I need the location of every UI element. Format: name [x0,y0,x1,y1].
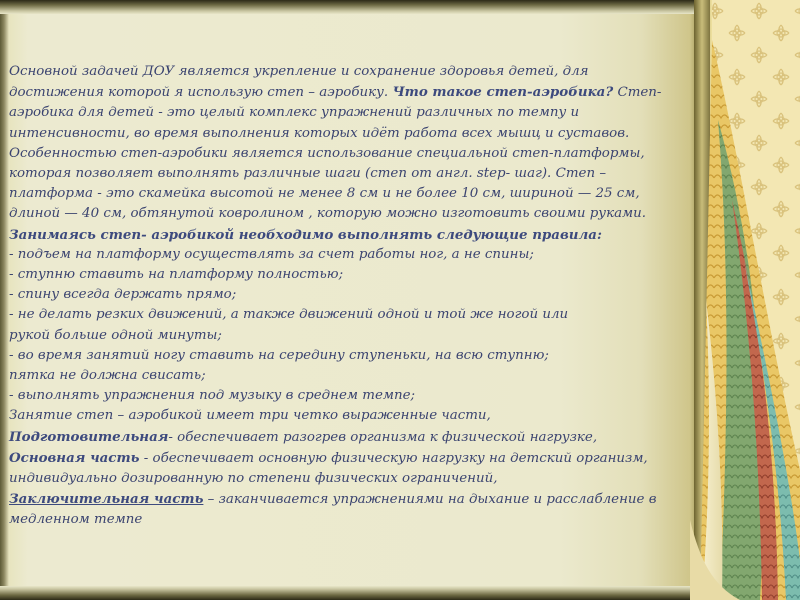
rule-item: - выполнять упражнения под музыку в среднем темпе; [9,388,416,404]
rule-item: - ступню ставить на платформу полностью; [9,267,344,283]
rule-item: - спину всегда держать прямо; [9,287,237,303]
part-line [9,489,677,510]
rule-item: рукой больше одной минуты; [9,327,222,343]
text-line: которая позволяет выполнять различные шаги (степ от англ. step- шаг). Степ – [9,166,607,182]
part-desc: - обеспечивает разогрев организма к физической нагрузке, [168,429,598,445]
part-name: Подготовительная [9,428,169,445]
part-desc: – заканчивается упражнениями на дыхание и расслабление в [203,492,657,508]
text-line [9,82,677,103]
part-line [9,448,677,469]
text-line: индивидуально дозированную по степени физических ограничений, [9,471,498,487]
part-desc: - обеспечивает основную физическую нагрузку на детский организм, [139,450,648,466]
text-line: Особенностью степ-аэробики является использование специальной степ-платформы, [9,145,645,161]
part-name: Основная часть [9,449,140,466]
rule-item: - подъем на платформу осуществлять за счет работы ног, а не спины; [9,246,534,262]
text-line: аэробика для детей - это целый комплекс упражнений различных по темпу и [9,105,580,121]
main-text [9,62,677,531]
text-line: интенсивности, во время выполнения которых идёт работа всех мышц и суставов. [9,125,630,141]
text-span: достижения которой я использую степ – аэробику. [9,85,393,101]
text-line: Занятие степ – аэробикой имеет три четко выраженные части, [9,408,491,424]
text-line: Основной задачей ДОУ является укрепление и сохранение здоровья детей, для [9,64,589,79]
rules-heading: Занимаясь степ- аэробикой необходимо выполнять следующие правила: [9,226,602,243]
emphasis-question: Что такое степ-аэробика? [392,84,614,101]
part-line [9,427,677,448]
rule-item: пятка не должна свисать; [9,368,206,384]
text-line: платформа - это скамейка высотой не менее 8 см и не более 10 см, шириной — 25 см, [9,186,640,202]
rule-item: - не делать резких движений, а также движений одной и той же ногой или [9,307,569,323]
text-span: Степ- [613,85,662,101]
text-line: медленном темпе [9,512,143,528]
text-line: длиной — 40 см, обтянутой ковролином , которую можно изготовить своими руками. [9,206,647,222]
rule-item: - во время занятий ногу ставить на середину ступеньки, на всю ступню; [9,347,549,363]
part-name: Заключительная часть [9,491,204,508]
